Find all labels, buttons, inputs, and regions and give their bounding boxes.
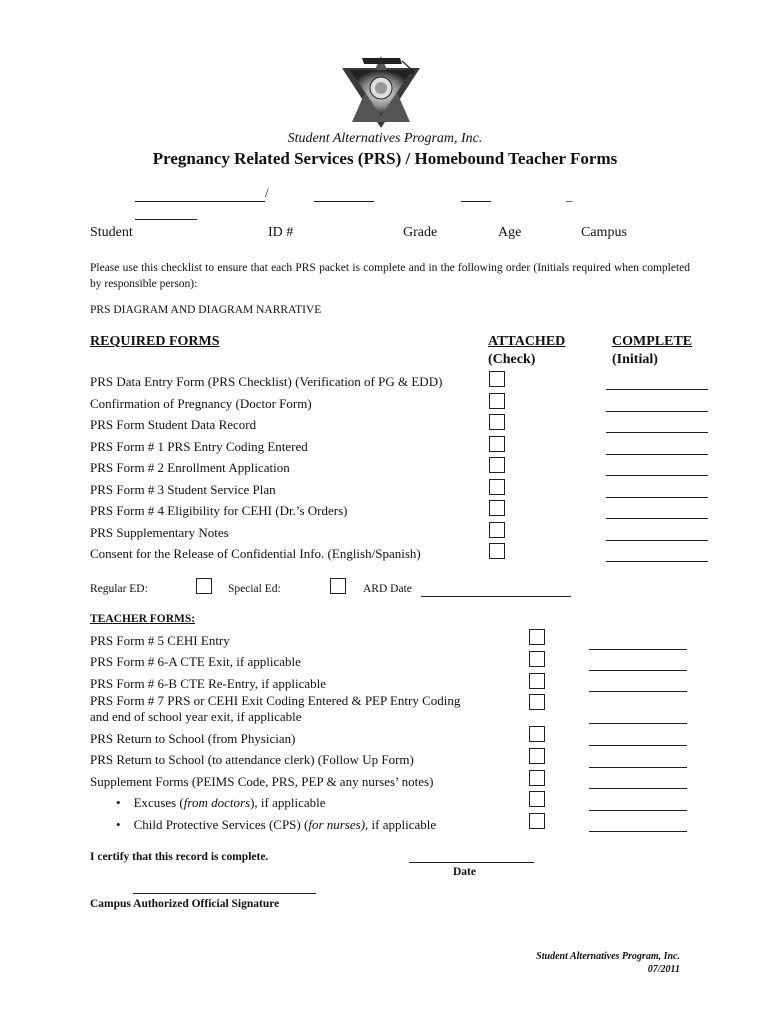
teacher-initial-blank[interactable]: [589, 810, 687, 811]
teacher-item: PRS Form # 6-A CTE Exit, if applicable: [90, 654, 301, 669]
teacher-checkbox[interactable]: [529, 694, 545, 710]
required-item: PRS Form Student Data Record: [90, 417, 257, 432]
age-label: Age: [498, 225, 522, 240]
special-ed-checkbox[interactable]: [330, 578, 346, 594]
certify-statement: I certify that this record is complete.: [90, 851, 269, 863]
instructions: Please use this checklist to ensure that each PRS packet is complete and in the following order (Initials required when completed by responsible person):: [90, 262, 690, 290]
complete-heading: COMPLETE: [612, 334, 693, 349]
bullet: •: [116, 795, 121, 810]
teacher-checkbox[interactable]: [529, 629, 545, 645]
teacher-initial-blank[interactable]: [589, 691, 687, 692]
attached-checkbox[interactable]: [489, 371, 505, 387]
attached-checkbox[interactable]: [489, 543, 505, 559]
teacher-item: PRS Form # 5 CEHI Entry: [90, 633, 230, 648]
attached-checkbox[interactable]: [489, 522, 505, 538]
teacher-checkbox[interactable]: [529, 651, 545, 667]
complete-initial-blank[interactable]: [606, 540, 708, 541]
required-item: PRS Form # 2 Enrollment Application: [90, 460, 290, 475]
teacher-checkbox[interactable]: [529, 726, 545, 742]
teacher-initial-blank[interactable]: [589, 831, 687, 832]
required-item: PRS Form # 3 Student Service Plan: [90, 482, 276, 497]
footer-date: 07/2011: [647, 964, 680, 975]
teacher-initial-blank[interactable]: [589, 788, 687, 789]
bullet-text-a: Excuses (: [133, 795, 184, 810]
student-name-blank-2[interactable]: [135, 219, 197, 220]
attached-checkbox[interactable]: [489, 457, 505, 473]
required-item: PRS Supplementary Notes: [90, 525, 229, 540]
teacher-item: Supplement Forms (PEIMS Code, PRS, PEP & any nurses’ notes): [90, 774, 434, 789]
teacher-initial-blank[interactable]: [589, 670, 687, 671]
footer-org: Student Alternatives Program, Inc.: [536, 951, 680, 962]
complete-subheading: (Initial): [612, 352, 658, 367]
signature-label: Campus Authorized Official Signature: [90, 898, 280, 910]
id-blank[interactable]: [314, 201, 374, 202]
regular-ed-checkbox[interactable]: [196, 578, 212, 594]
teacher-initial-blank[interactable]: [589, 649, 687, 650]
student-name-blank[interactable]: [135, 201, 265, 202]
attached-checkbox[interactable]: [489, 393, 505, 409]
teacher-checkbox[interactable]: [529, 791, 545, 807]
attached-checkbox[interactable]: [489, 479, 505, 495]
required-item: Confirmation of Pregnancy (Doctor Form): [90, 396, 312, 411]
complete-initial-blank[interactable]: [606, 454, 708, 455]
teacher-bullet-item: [116, 817, 436, 833]
date-blank[interactable]: [409, 862, 534, 863]
teacher-checkbox[interactable]: [529, 813, 545, 829]
bullet-text-c: if applicable: [368, 817, 437, 832]
teacher-checkbox[interactable]: [529, 748, 545, 764]
teacher-bullet-item: [116, 795, 326, 811]
complete-initial-blank[interactable]: [606, 518, 708, 519]
bullet-text-b: for nurses),: [308, 817, 369, 832]
complete-initial-blank[interactable]: [606, 561, 708, 562]
date-label: Date: [453, 866, 476, 878]
diagram-note: PRS DIAGRAM AND DIAGRAM NARRATIVE: [90, 304, 322, 316]
campus-label: Campus: [581, 225, 627, 240]
teacher-initial-blank[interactable]: [589, 723, 687, 724]
bullet: •: [116, 817, 121, 832]
teacher-item: PRS Form # 7 PRS or CEHI Exit Coding Entered & PEP Entry Coding: [90, 693, 461, 708]
ard-date-label: ARD Date: [363, 583, 412, 595]
required-item: PRS Form # 1 PRS Entry Coding Entered: [90, 439, 308, 454]
attached-subheading: (Check): [488, 352, 536, 367]
complete-initial-blank[interactable]: [606, 475, 708, 476]
special-ed-label: Special Ed:: [228, 583, 281, 595]
teacher-initial-blank[interactable]: [589, 745, 687, 746]
teacher-forms-heading: TEACHER FORMS:: [90, 613, 196, 625]
campus-dash: _: [566, 188, 573, 203]
student-label: Student: [90, 225, 133, 240]
complete-initial-blank[interactable]: [606, 497, 708, 498]
teacher-item: and end of school year exit, if applicable: [90, 709, 302, 724]
teacher-item: PRS Form # 6-B CTE Re-Entry, if applicable: [90, 676, 327, 691]
teacher-checkbox[interactable]: [529, 673, 545, 689]
teacher-item: PRS Return to School (to attendance clerk) (Follow Up Form): [90, 752, 414, 767]
attached-heading: ATTACHED: [488, 334, 566, 349]
slash: /: [265, 185, 269, 200]
complete-initial-blank[interactable]: [606, 389, 708, 390]
id-label: ID #: [268, 225, 294, 240]
required-forms-heading: REQUIRED FORMS: [90, 334, 220, 349]
teacher-checkbox[interactable]: [529, 770, 545, 786]
bullet-text-c: ), if applicable: [250, 795, 326, 810]
teacher-item: PRS Return to School (from Physician): [90, 731, 296, 746]
complete-initial-blank[interactable]: [606, 432, 708, 433]
teacher-initial-blank[interactable]: [589, 767, 687, 768]
grade-blank[interactable]: [461, 201, 491, 202]
bullet-text-b: from doctors: [183, 795, 251, 810]
required-item: PRS Form # 4 Eligibility for CEHI (Dr.’s Orders): [90, 503, 348, 518]
grade-label: Grade: [403, 225, 438, 240]
attached-checkbox[interactable]: [489, 436, 505, 452]
organization-name: Student Alternatives Program, Inc.: [287, 131, 483, 146]
ard-date-blank[interactable]: [421, 596, 571, 597]
attached-checkbox[interactable]: [489, 414, 505, 430]
complete-initial-blank[interactable]: [606, 411, 708, 412]
signature-blank[interactable]: [133, 893, 316, 894]
required-item: PRS Data Entry Form (PRS Checklist) (Verification of PG & EDD): [90, 374, 443, 389]
required-item: Consent for the Release of Confidential Info. (English/Spanish): [90, 546, 421, 561]
regular-ed-label: Regular ED:: [90, 583, 148, 595]
attached-checkbox[interactable]: [489, 500, 505, 516]
page-title: Pregnancy Related Services (PRS) / Homebound Teacher Forms: [152, 149, 618, 168]
organization-logo: [340, 50, 422, 130]
bullet-text-a: Child Protective Services (CPS) (: [133, 817, 309, 832]
